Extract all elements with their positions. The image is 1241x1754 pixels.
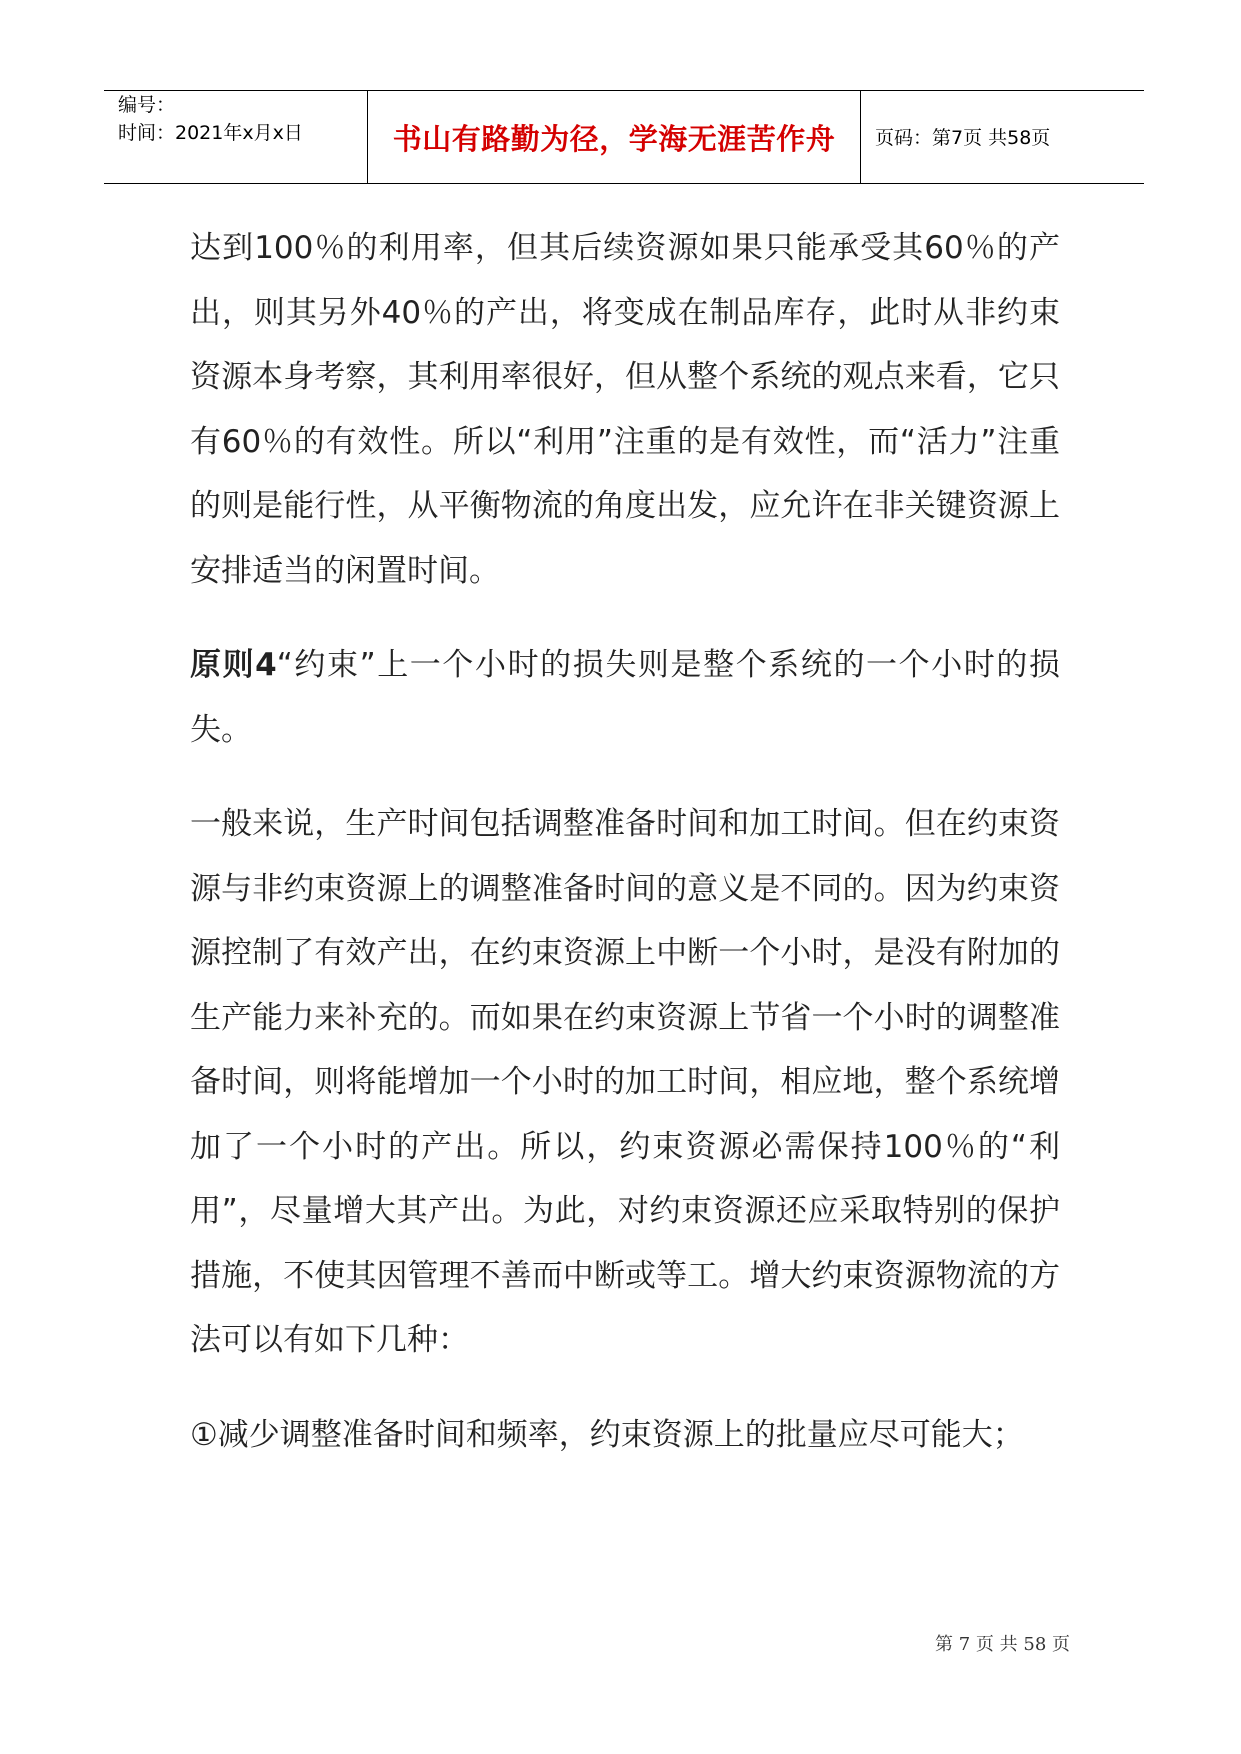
header-motto-cell <box>368 91 861 183</box>
body-paragraph-3: 一般来说，生产时间包括调整准备时间和加工时间。但在约束资源与非约束资源上的调整准备时间的意义是不同的。因为约束资源控制了有效产出，在约束资源上中断一个小时，是没有附加的生产能力来补充的。而如果在约束资源上节省一个小时的调整准备时间，则将能增加一个小时的加工时间，相应地，整个系统增加了一个小时的产出。所以，约束资源必需保持100％的“利用”，尽量增大其产出。为此，对约束资源还应采取特别的保护措施，不使其因管理不善而中断或等工。增大约束资源物流的方法可以有如下几种： <box>190 806 1060 1358</box>
document-body <box>190 216 1060 1467</box>
header-info-cell <box>104 91 368 183</box>
header-motto: 书山有路勤为径，学海无涯苦作舟 <box>392 122 836 156</box>
body-paragraph-2 <box>190 633 1060 762</box>
document-time-label: 时间：2021年x月x日 <box>118 122 303 144</box>
document-number-label: 编号： <box>118 94 176 116</box>
document-header <box>104 90 1144 184</box>
principle-label: 原则4 <box>190 647 277 683</box>
page-footer: 第 7 页 共 58 页 <box>935 1634 1070 1655</box>
body-paragraph-4: ①减少调整准备时间和频率，约束资源上的批量应尽可能大； <box>190 1416 1024 1453</box>
header-page-cell <box>861 91 1144 183</box>
principle-text: “约束”上一个小时的损失则是整个系统的一个小时的损失。 <box>190 647 1060 748</box>
body-paragraph-1: 达到100％的利用率，但其后续资源如果只能承受其60％的产出，则其另外40％的产出，将变成在制品库存，此时从非约束资源本身考察，其利用率很好，但从整个系统的观点来看，它只有60％的有效性。所以“利用”注重的是有效性，而“活力”注重的则是能行性，从平衡物流的角度出发，应允许在非关键资源上安排适当的闲置时间。 <box>190 230 1060 589</box>
header-page-code: 页码：第7页 共58页 <box>875 127 1051 149</box>
